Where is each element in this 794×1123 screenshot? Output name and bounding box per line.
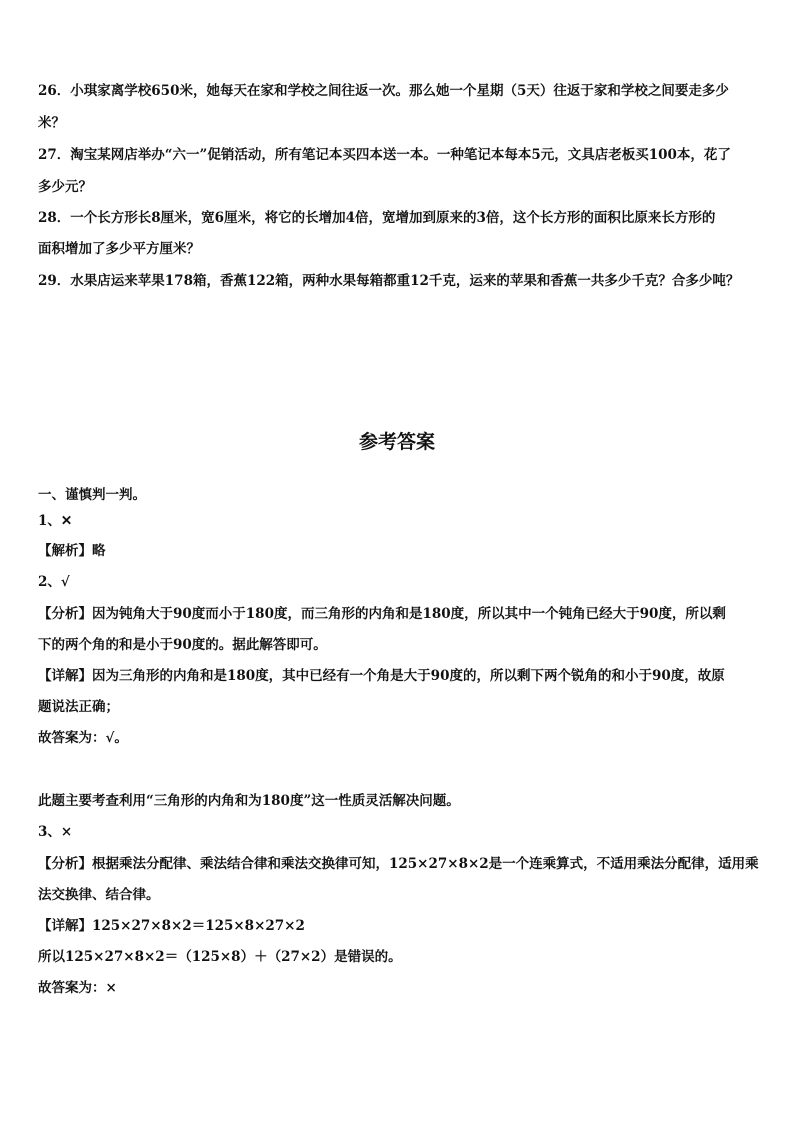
- answer-3-fenxi-line2: 法交换律、结合律。: [38, 887, 160, 903]
- question-28-line1: 28．一个长方形长8厘米，宽6厘米，将它的长增加4倍，宽增加到原来的3倍，这个长方形的面积比原来长方形的: [38, 210, 716, 226]
- answer-2-xiangjie-line1: 【详解】因为三角形的内角和是180度，其中已经有一个角是大于90度的，所以剩下两个锐角的和小于90度，故原: [38, 668, 725, 684]
- answer-2-note: 此题主要考查利用“三角形的内角和为180度”这一性质灵活解决问题。: [38, 793, 460, 809]
- question-26-line1: 26．小琪家离学校650米，她每天在家和学校之间往返一次。那么她一个星期（5天）往返于家和学校之间要走多少: [38, 83, 729, 99]
- answer-2-number: 2、√: [38, 574, 70, 590]
- question-26-line2: 米？: [38, 115, 65, 131]
- answer-2-xiangjie-line2: 题说法正确；: [38, 699, 119, 715]
- answers-title: 参考答案: [358, 431, 435, 453]
- answer-1-number: 1、✕: [38, 513, 73, 529]
- question-28-line2: 面积增加了多少平方厘米？: [38, 241, 200, 257]
- answer-2-final: 故答案为：√。: [38, 730, 128, 746]
- question-27-line1: 27．淘宝某网店举办“六一”促销活动，所有笔记本买四本送一本。一种笔记本每本5元，文具店老板买100本，花了: [38, 147, 731, 163]
- answer-3-number: 3、×: [38, 824, 73, 840]
- question-27-line2: 多少元？: [38, 179, 92, 195]
- answer-3-suoyi: 所以125×27×8×2＝（125×8）＋（27×2）是错误的。: [38, 949, 402, 965]
- answer-3-final: 故答案为：×: [38, 980, 117, 996]
- answer-1-jiexi: 【解析】略: [38, 543, 106, 559]
- answer-3-xiangjie: 【详解】125×27×8×2＝125×8×27×2: [38, 918, 305, 934]
- answer-2-fenxi-line2: 下的两个角的和是小于90度的。据此解答即可。: [38, 637, 327, 653]
- answer-3-fenxi-line1: 【分析】根据乘法分配律、乘法结合律和乘法交换律可知，125×27×8×2是一个连乘算式，不适用乘法分配律，适用乘: [38, 856, 759, 872]
- section-heading: 一、谨慎判一判。: [38, 487, 146, 503]
- question-29: 29．水果店运来苹果178箱，香蕉122箱，两种水果每箱都重12千克，运来的苹果和香蕉一共多少千克？合多少吨？: [38, 273, 740, 289]
- answer-2-fenxi-line1: 【分析】因为钝角大于90度而小于180度，而三角形的内角和是180度，所以其中一个钝角已经大于90度，所以剩: [38, 606, 726, 622]
